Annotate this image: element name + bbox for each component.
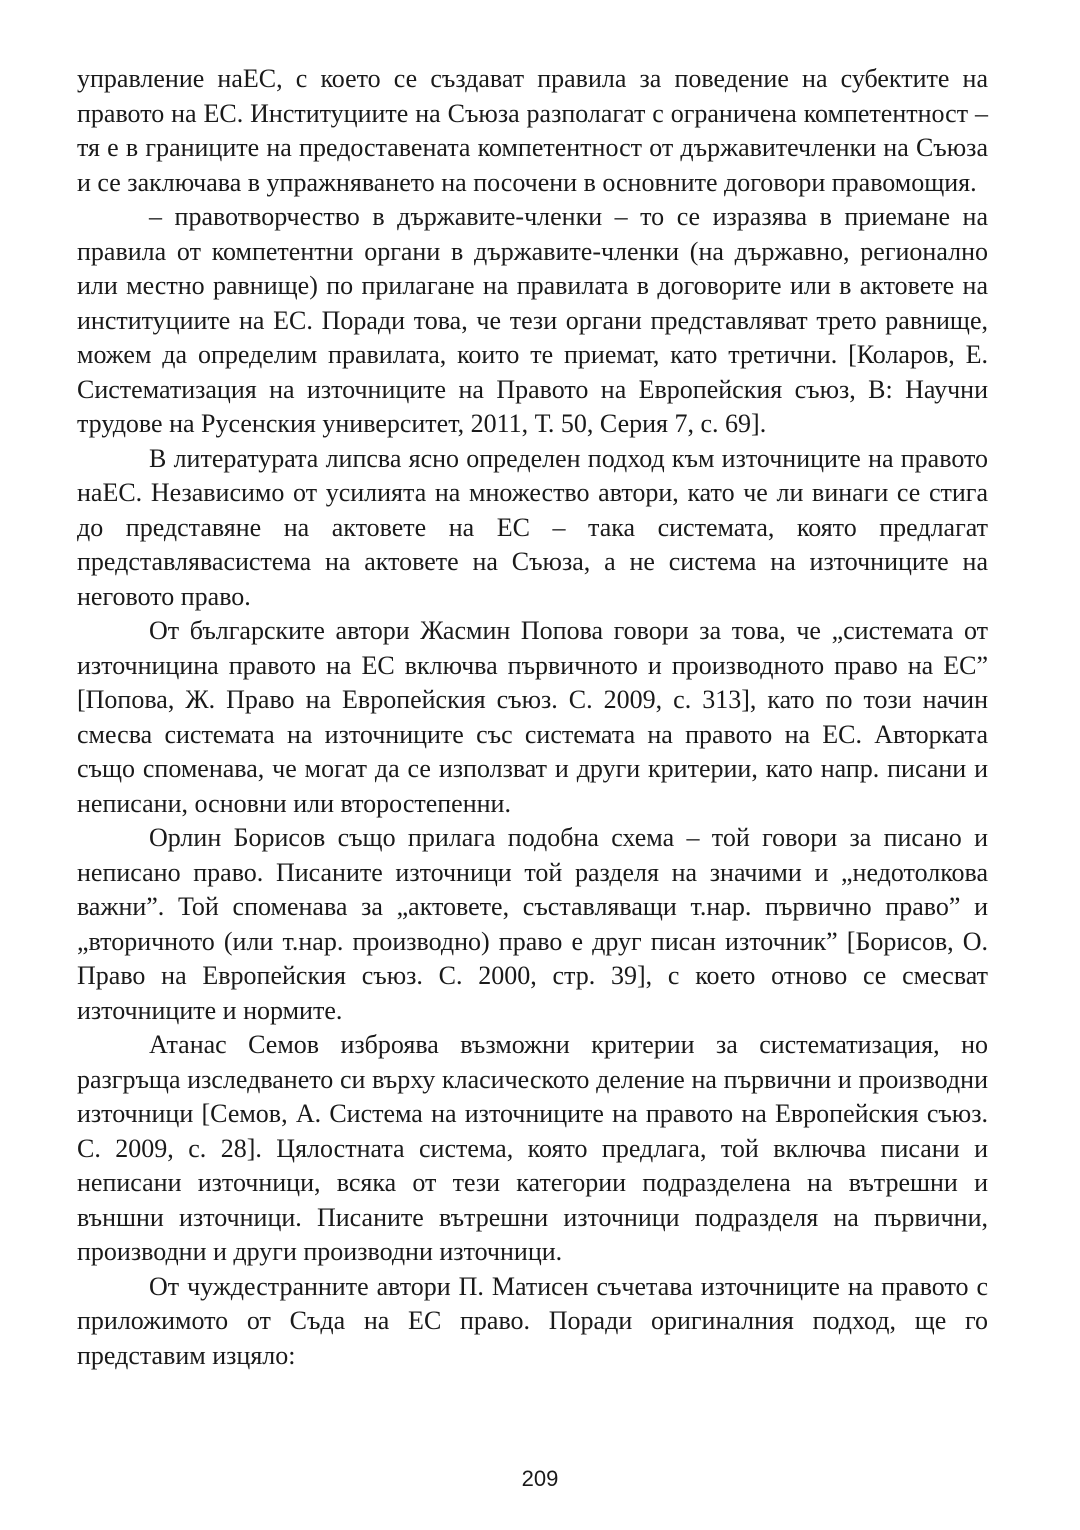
page-number: 209 [521,1466,559,1491]
paragraph-national-lawmaking: – правотворчество в държавите-членки – то се изразява в приемане на правила от компетентни органи в държавите-членки (на държавно, регионално или местно равнище) по прилагане на правилата в договорите или в актовете на институциите на ЕС. Поради това, че тези органи представляват трето равнище, можем да определим правилата, които те приемат, като третични. [Коларов, Е. Систематизация на източниците на Правото на Европейския съюз, В: Научни трудове на Русенския университет, 2011, Т. 50, Серия 7, с. 69]. [77,202,988,438]
paragraph-mathijsen: От чуждестранните автори П. Матисен съчетава източниците на правото с приложимото от Съда на ЕС право. Поради оригиналния подход, ще го представим изцяло: [77,1271,988,1370]
paragraph-literature-approach: В литературата липсва ясно определен подход към източниците на правото наЕС. Независимо от усилията на множество автори, като че ли винаги се стига до представяне на актовете на ЕС – така системата, която предлагат представлявасистема на актовете на Съюза, а не система на източниците на неговото право. [77,443,988,611]
page-body [77,62,988,1373]
paragraph-continuation: управление наЕС, с което се създават правила за поведение на субектите на правото на ЕС. Институциите на Съюза разполагат с ограничена компетентност – тя е в границите на предоставената компетентност от държавитечленки на Съюза и се заключава в упражняването на посочени в основните договори правомощия. [77,64,988,197]
paragraph-popova: От българските автори Жасмин Попова говори за това, че „системата от източницина правото на ЕС включва първичното и производното право на ЕС” [Попова, Ж. Право на Европейския съюз. С. 2009, с. 313], като по този начин смесва системата на източниците със системата на правото на ЕС. Авторката също споменава, че могат да се използват и други критерии, като напр. писани и неписани, основни или второстепенни. [77,616,988,818]
paragraph-borisov: Орлин Борисов също прилага подобна схема – той говори за писано и неписано право. Писаните източници той разделя на значими и „недотолкова важни”. Той споменава за „актовете, съставляващи т.нар. първично право” и „вторичното (или т.нар. производно) право е друг писан източник” [Борисов, О. Право на Европейския съюз. С. 2000, стр. 39], с което отново се смесват източниците и нормите. [77,823,988,1025]
paragraph-semov: Атанас Семов изброява възможни критерии за систематизация, но разгръща изследването си върху класическото деление на първични и производни източници [Семов, А. Система на източниците на правото на Европейския съюз. С. 2009, с. 28]. Цялостната система, която предлага, той включва писани и неписани източници, всяка от тези категории подразделена на вътрешни и външни източници. Писаните вътрешни източници подразделя на първични, производни и други производни източници. [77,1030,988,1266]
